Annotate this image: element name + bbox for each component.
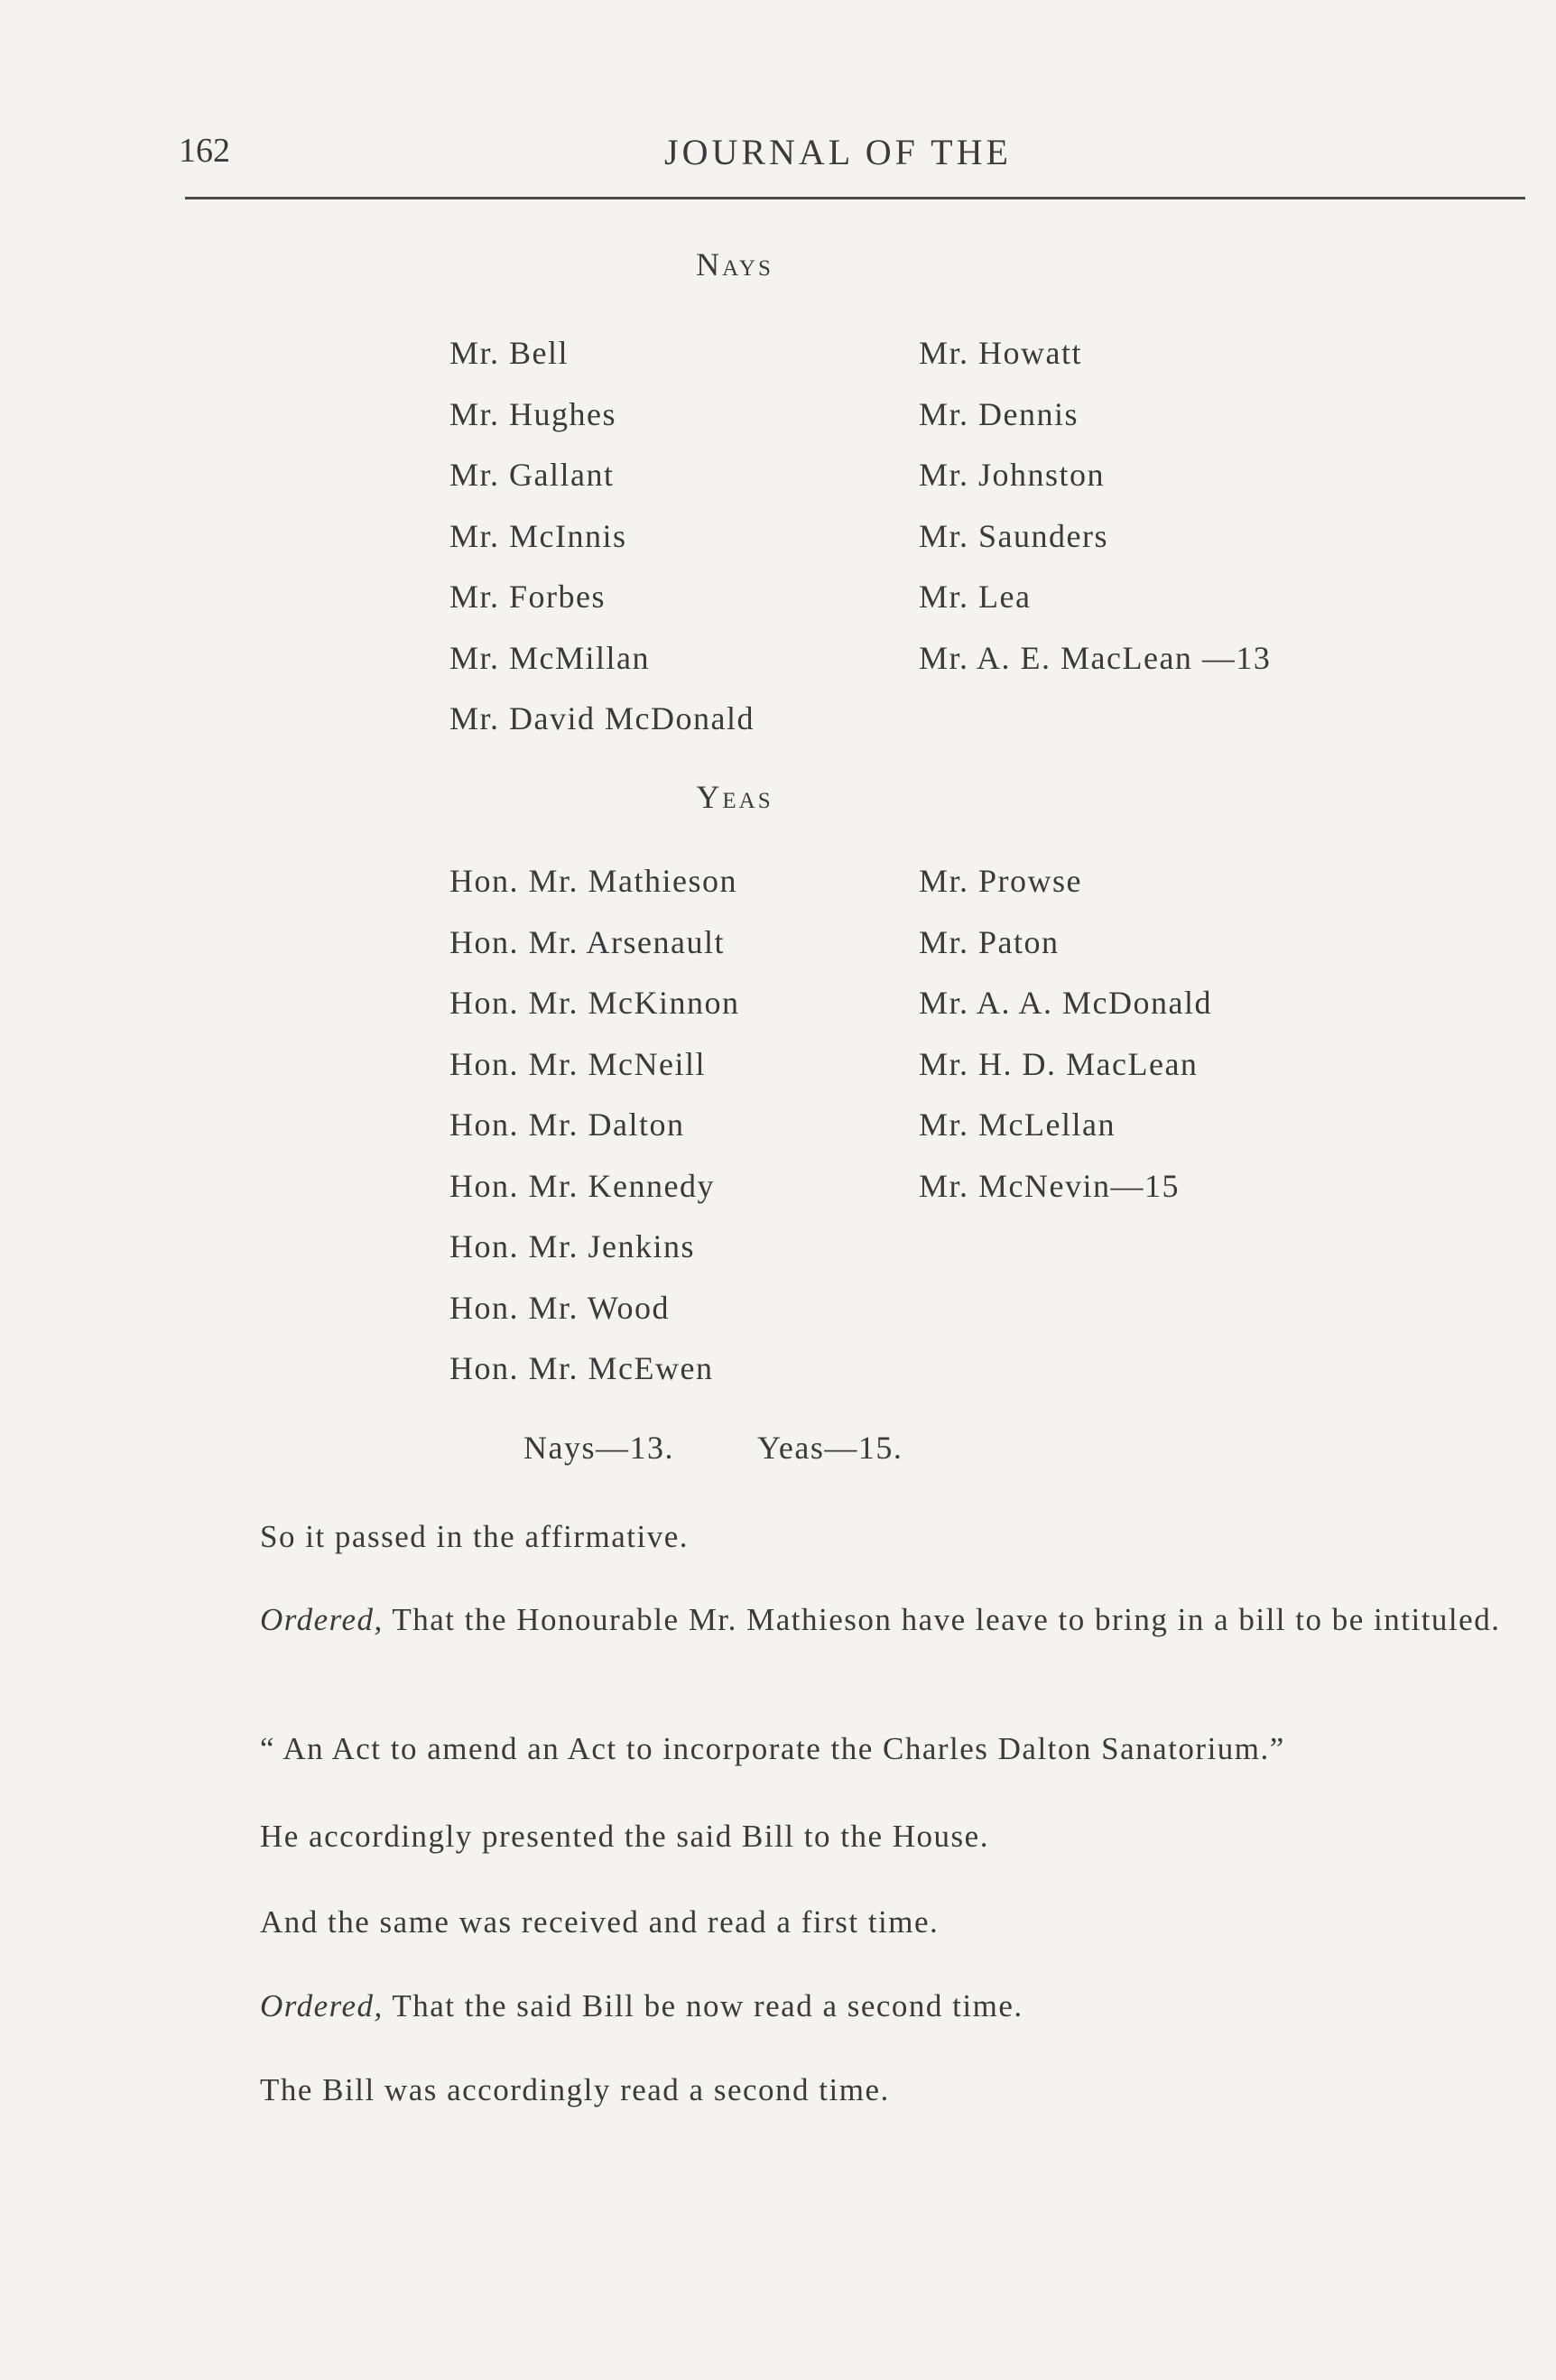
paragraph-result: So it passed in the affirmative. — [260, 1519, 690, 1554]
yeas-member: Hon. Mr. Kennedy — [449, 1167, 715, 1204]
yeas-member: Mr. A. A. McDonald — [919, 985, 1213, 1021]
nays-member: Mr. McMillan — [449, 639, 650, 676]
nays-right-column — [919, 323, 1271, 689]
paragraph-act-title: “ An Act to amend an Act to incorporate the Charles Dalton Sanatorium.” — [260, 1731, 1285, 1766]
header-rule — [185, 197, 1525, 199]
yeas-member: Hon. Mr. Wood — [449, 1289, 670, 1326]
yeas-member: Hon. Mr. Jenkins — [449, 1228, 696, 1264]
ordered-lead: Ordered, — [260, 1602, 384, 1637]
ordered-text: That the Honourable Mr. Mathieson have leave to bring in a bill to be intituled. — [383, 1602, 1501, 1637]
yeas-member: Hon. Mr. Dalton — [449, 1107, 685, 1143]
vote-totals — [523, 1429, 903, 1467]
yeas-member: Hon. Mr. Mathieson — [449, 863, 737, 899]
nays-member: Mr. Bell — [449, 335, 570, 371]
paragraph-first-reading: And the same was received and read a first time. — [260, 1904, 940, 1940]
yeas-member: Hon. Mr. Arsenault — [449, 923, 725, 960]
yeas-member: Mr. Prowse — [919, 863, 1083, 899]
yeas-member: Hon. Mr. McKinnon — [449, 985, 740, 1021]
nays-member: Mr. Saunders — [919, 517, 1108, 554]
paragraph-order-leave — [179, 1594, 1537, 1646]
page-header — [0, 131, 1556, 185]
nays-left-column — [449, 323, 755, 750]
ordered-text: That the said Bill be now read a second time. — [383, 1988, 1023, 2023]
nays-heading: Nays — [696, 246, 773, 282]
paragraph-order-second — [260, 1980, 1556, 2033]
yeas-total: Yeas—15. — [757, 1430, 903, 1466]
yeas-member: Mr. H. D. MacLean — [919, 1045, 1199, 1082]
nays-member: Mr. David McDonald — [449, 700, 755, 736]
yeas-left-column — [449, 851, 740, 1400]
nays-member: Mr. A. E. MacLean —13 — [919, 639, 1272, 676]
nays-member: Mr. Lea — [919, 579, 1032, 615]
yeas-member: Mr. McNevin—15 — [919, 1167, 1180, 1204]
nays-member: Mr. Gallant — [449, 457, 615, 493]
yeas-member: Mr. Paton — [919, 923, 1060, 960]
paragraph-presented: He accordingly presented the said Bill to the House. — [260, 1819, 989, 1854]
yeas-right-column — [919, 851, 1212, 1217]
ordered-lead: Ordered, — [260, 1988, 384, 2023]
nays-member: Mr. McInnis — [449, 517, 627, 554]
yeas-member: Hon. Mr. McEwen — [449, 1350, 714, 1386]
nays-member: Mr. Johnston — [919, 457, 1106, 493]
page-number: 162 — [179, 132, 230, 170]
yeas-heading: Yeas — [696, 779, 773, 815]
running-title: JOURNAL OF THE — [664, 132, 1012, 172]
yeas-member: Hon. Mr. McNeill — [449, 1045, 706, 1082]
paragraph-second-reading: The Bill was accordingly read a second time. — [260, 2072, 890, 2107]
yeas-member: Mr. McLellan — [919, 1107, 1116, 1143]
nays-member: Mr. Forbes — [449, 579, 607, 615]
nays-total: Nays—13. — [523, 1430, 674, 1466]
nays-member: Mr. Howatt — [919, 335, 1082, 371]
nays-member: Mr. Hughes — [449, 395, 616, 432]
nays-member: Mr. Dennis — [919, 395, 1079, 432]
